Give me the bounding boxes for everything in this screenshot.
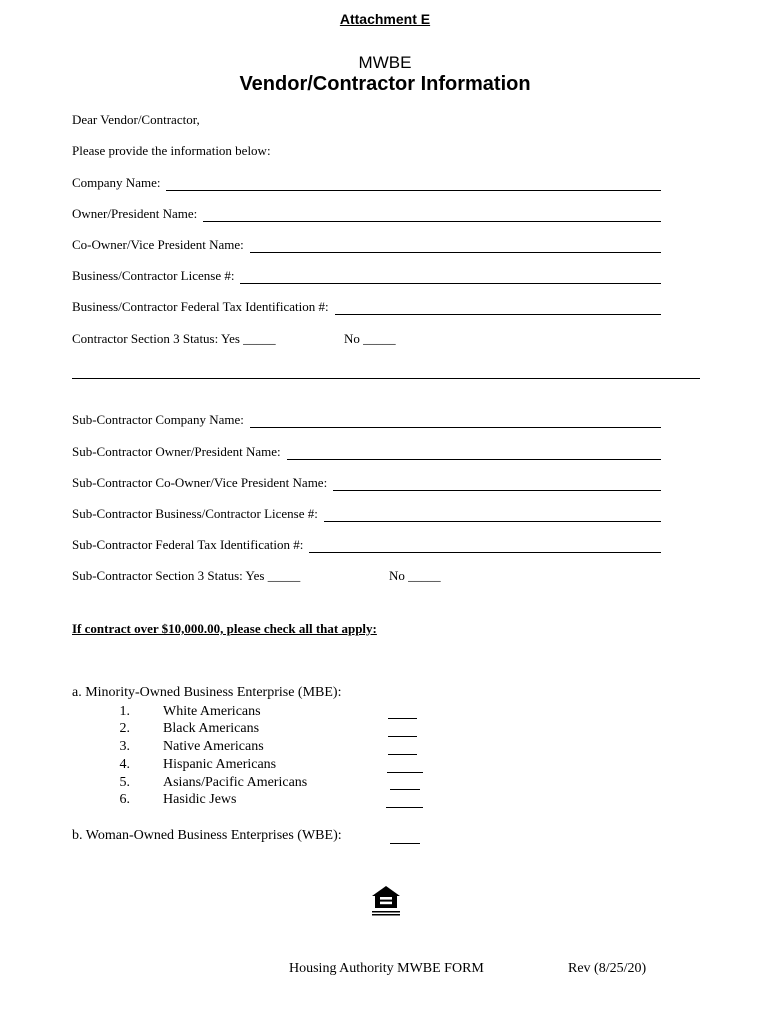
section-divider (72, 378, 700, 379)
mbe-item-number: 1. (119, 704, 130, 719)
greeting: Dear Vendor/Contractor, (72, 112, 200, 127)
sub-section3-status-no[interactable]: No _____ (389, 568, 441, 583)
mbe-item-blank[interactable] (388, 754, 417, 755)
sub-license-label: Sub-Contractor Business/Contractor License #: (72, 506, 318, 521)
sub-owner-president-label: Sub-Contractor Owner/President Name: (72, 444, 281, 459)
federal-tax-id-line[interactable] (335, 302, 661, 315)
attachment-label: Attachment E (339, 11, 431, 27)
company-name-line[interactable] (166, 178, 661, 191)
company-name-field[interactable] (72, 175, 661, 191)
section3-status-no[interactable]: No _____ (344, 331, 396, 346)
wbe-label: b. Woman-Owned Business Enterprises (WBE): (72, 828, 342, 843)
mbe-item-label: Hispanic Americans (163, 757, 277, 772)
sub-company-name-label: Sub-Contractor Company Name: (72, 412, 244, 427)
sub-license-line[interactable] (324, 509, 661, 522)
footer-revision: Rev (8/25/20) (568, 961, 647, 976)
co-owner-vp-label: Co-Owner/Vice President Name: (72, 237, 244, 252)
mbe-item-blank[interactable] (388, 736, 417, 737)
mbe-item-label: Asians/Pacific Americans (163, 775, 308, 790)
mbe-item-blank[interactable] (386, 807, 423, 808)
owner-president-label: Owner/President Name: (72, 206, 198, 221)
equal-housing-opportunity-icon (370, 884, 402, 920)
owner-president-field[interactable] (72, 206, 661, 222)
mbe-item-number: 3. (119, 739, 130, 754)
sub-company-name-line[interactable] (250, 415, 661, 428)
form-title: Vendor/Contractor Information (239, 73, 531, 95)
sub-license-field[interactable] (72, 506, 661, 522)
mbe-item-number: 4. (119, 757, 130, 772)
license-field[interactable] (72, 268, 661, 284)
section3-status-yes[interactable]: Contractor Section 3 Status: Yes _____ (72, 331, 276, 346)
mbe-item-label: Hasidic Jews (163, 792, 237, 807)
federal-tax-id-label: Business/Contractor Federal Tax Identification #: (72, 299, 329, 314)
sub-co-owner-vp-label: Sub-Contractor Co-Owner/Vice President Name: (72, 475, 328, 490)
sub-federal-tax-id-label: Sub-Contractor Federal Tax Identification #: (72, 537, 304, 552)
license-label: Business/Contractor License #: (72, 268, 235, 283)
co-owner-vp-field[interactable] (72, 237, 661, 253)
mbe-label: a. Minority-Owned Business Enterprise (MBE): (72, 685, 342, 700)
sub-owner-president-field[interactable] (72, 444, 661, 460)
sub-co-owner-vp-line[interactable] (333, 478, 661, 491)
co-owner-vp-line[interactable] (250, 240, 661, 253)
mbe-item-label: White Americans (163, 704, 261, 719)
sub-co-owner-vp-field[interactable] (72, 475, 661, 491)
mbe-item-blank[interactable] (387, 772, 423, 773)
mbe-item-number: 6. (119, 792, 130, 807)
mbe-item-number: 5. (119, 775, 130, 790)
mbe-item-label: Native Americans (163, 739, 264, 754)
mbe-item-label: Black Americans (163, 721, 260, 736)
federal-tax-id-field[interactable] (72, 299, 661, 315)
instruction: Please provide the information below: (72, 143, 271, 158)
sub-owner-president-line[interactable] (287, 447, 661, 460)
sub-federal-tax-id-line[interactable] (309, 540, 661, 553)
sub-section3-status-yes[interactable]: Sub-Contractor Section 3 Status: Yes _____ (72, 568, 301, 583)
footer-form-name: Housing Authority MWBE FORM (289, 961, 484, 976)
mbe-item-blank[interactable] (390, 789, 420, 790)
mbe-item-blank[interactable] (388, 718, 417, 719)
form-subtitle: MWBE (358, 53, 412, 72)
company-name-label: Company Name: (72, 175, 161, 190)
sub-company-name-field[interactable] (72, 412, 661, 428)
mbe-item-number: 2. (119, 721, 130, 736)
contract-threshold-heading: If contract over $10,000.00, please check all that apply: (72, 621, 377, 636)
license-line[interactable] (240, 271, 661, 284)
owner-president-line[interactable] (203, 209, 661, 222)
wbe-blank[interactable] (390, 843, 420, 844)
sub-federal-tax-id-field[interactable] (72, 537, 661, 553)
